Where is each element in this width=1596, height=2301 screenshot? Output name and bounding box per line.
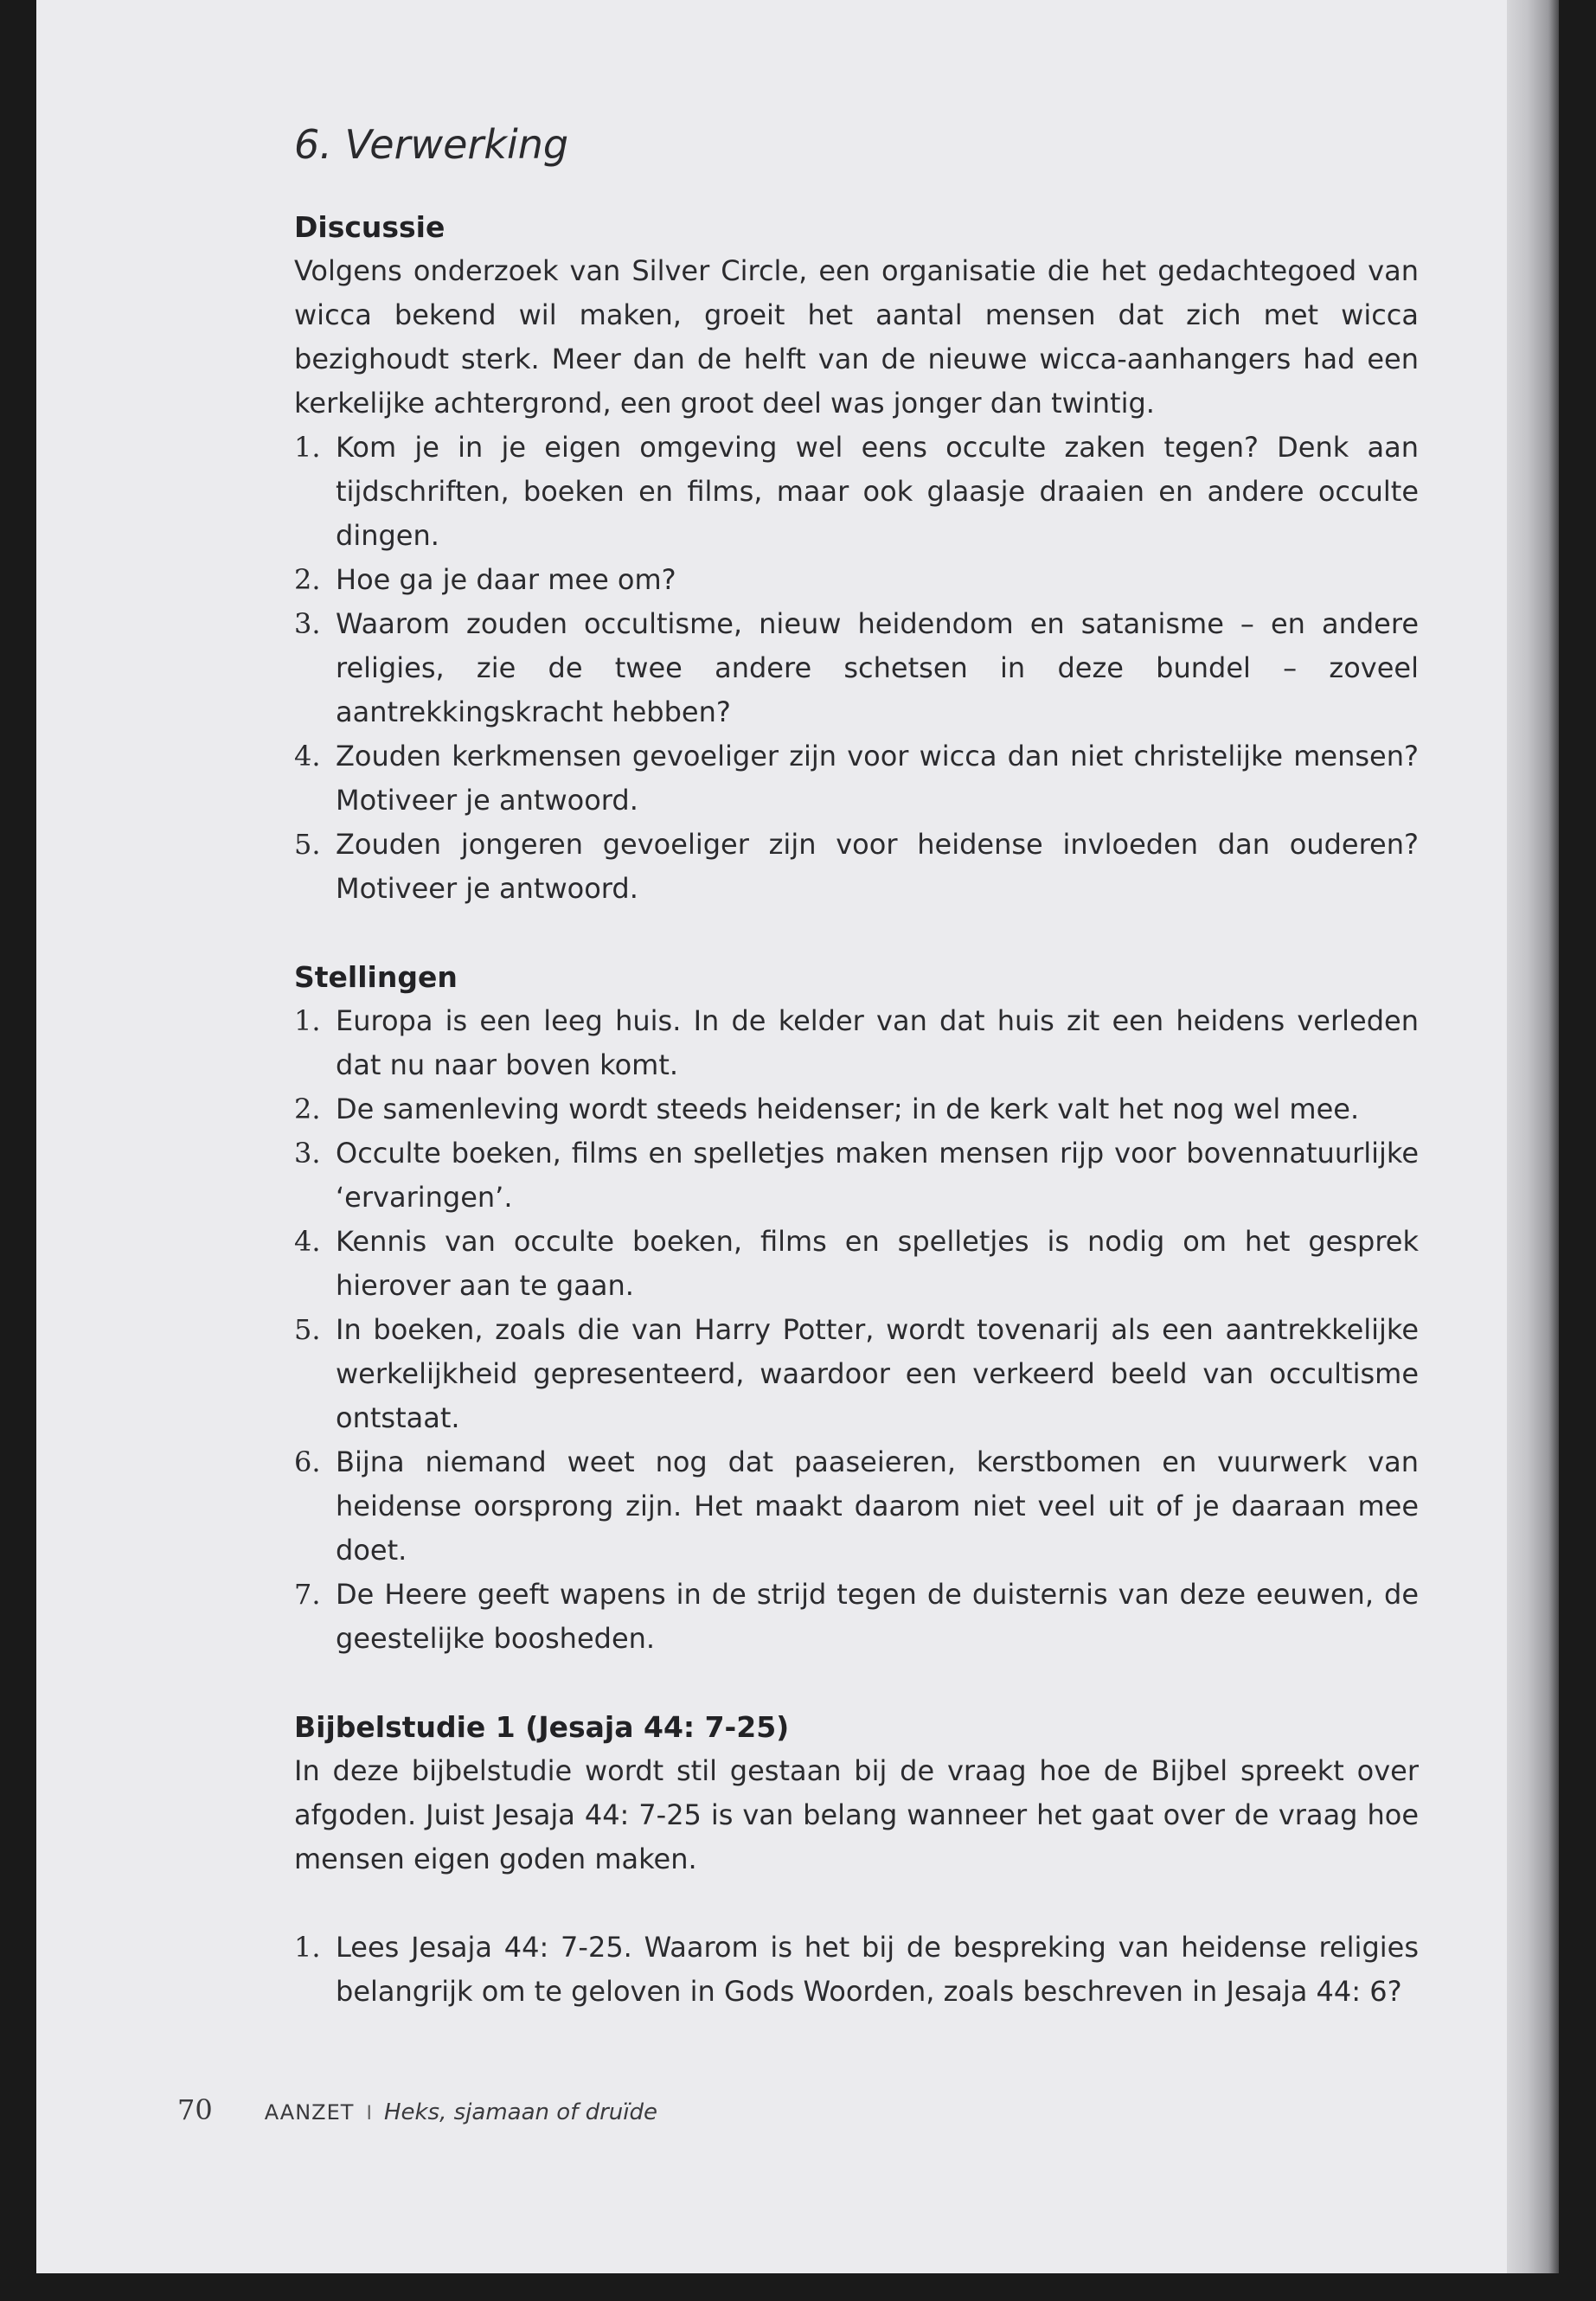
page-content (294, 121, 1419, 2014)
list-item-number: 2. (294, 1093, 321, 1126)
list-item (294, 734, 1419, 823)
footer-separator: I (366, 2103, 372, 2125)
section-spacer (294, 911, 1419, 955)
page-footer (177, 2093, 657, 2126)
list-item-text: Occulte boeken, films en spelletjes maken mensen rijp voor bovennatuurlijke ‘ervaringen’. (336, 1137, 1419, 1215)
section-heading-discussie: Discussie (294, 210, 445, 245)
list-item-text: De Heere geeft wapens in de strijd tegen de duisternis van deze eeuwen, de geestelijke boosheden. (336, 1578, 1419, 1656)
list-item (294, 426, 1419, 558)
list-item (294, 1087, 1419, 1131)
discussie-questions (294, 426, 1419, 911)
list-item-number: 2. (294, 563, 321, 597)
list-item-text: Kom je in je eigen omgeving wel eens occulte zaken tegen? Denk aan tijdschriften, boeken en films, maar ook glaasje draaien en andere occulte dingen. (336, 431, 1419, 553)
list-item-text: Europa is een leeg huis. In de kelder van dat huis zit een heidens verleden dat nu naar boven komt. (336, 1004, 1419, 1082)
chapter-title: 6. Verwerking (294, 121, 569, 168)
list-item (294, 1440, 1419, 1573)
list-item (294, 823, 1419, 911)
page-edge-shadow (1507, 0, 1559, 2273)
list-item-text: Zouden kerkmensen gevoeliger zijn voor wicca dan niet christelijke mensen? Motiveer je antwoord. (336, 740, 1419, 817)
list-item (294, 558, 1419, 602)
section-bijbelstudie (294, 1705, 1419, 2014)
list-item-number: 5. (294, 1313, 321, 1347)
list-item-text: Hoe ga je daar mee om? (336, 563, 676, 597)
list-item-number: 1. (294, 1931, 321, 1965)
list-item-number: 5. (294, 828, 321, 862)
bijbelstudie-intro: In deze bijbelstudie wordt stil gestaan bij de vraag hoe de Bijbel spreekt over afgoden. Juist Jesaja 44: 7-25 is van belang wanneer het gaat over de vraag hoe mensen eigen goden maken. (294, 1754, 1419, 1876)
list-item-text: De samenleving wordt steeds heidenser; in de kerk valt het nog wel mee. (336, 1093, 1360, 1126)
paragraph-spacer (294, 1881, 1419, 1926)
section-spacer (294, 1661, 1419, 1705)
section-discussie (294, 205, 1419, 911)
series-title: AANZET (264, 2100, 355, 2125)
section-heading-bijbelstudie: Bijbelstudie 1 (Jesaja 44: 7-25) (294, 1710, 790, 1745)
section-heading-stellingen: Stellingen (294, 960, 458, 995)
page-number: 70 (177, 2093, 213, 2126)
list-item-text: Kennis van occulte boeken, films en spelletjes is nodig om het gesprek hierover aan te gaan. (336, 1225, 1419, 1303)
list-item (294, 1926, 1419, 2014)
list-item-text: Waarom zouden occultisme, nieuw heidendom en satanisme – en andere religies, zie de twee andere schetsen in deze bundel – zoveel aantrekkingskracht hebben? (336, 607, 1419, 729)
list-item-text: Zouden jongeren gevoeliger zijn voor heidense invloeden dan ouderen? Motiveer je antwoord. (336, 828, 1419, 906)
stellingen-list (294, 999, 1419, 1661)
bijbelstudie-questions (294, 1926, 1419, 2014)
list-item-number: 6. (294, 1445, 321, 1479)
list-item (294, 1220, 1419, 1308)
list-item (294, 1131, 1419, 1220)
list-item-text: Lees Jesaja 44: 7-25. Waarom is het bij de bespreking van heidense religies belangrijk om te geloven in Gods Woorden, zoals beschreven in Jesaja 44: 6? (336, 1931, 1419, 2009)
list-item-number: 4. (294, 1225, 321, 1259)
section-stellingen (294, 955, 1419, 1661)
list-item (294, 1573, 1419, 1661)
list-item-number: 3. (294, 607, 321, 641)
list-item-number: 3. (294, 1137, 321, 1170)
discussie-intro: Volgens onderzoek van Silver Circle, een organisatie die het gedachtegoed van wicca bekend wil maken, groeit het aantal mensen dat zich met wicca bezighoudt sterk. Meer dan de helft van de nieuwe wicca-aanhangers had een kerkelijke achtergrond, een groot deel was jonger dan twintig. (294, 254, 1419, 420)
list-item-text: In boeken, zoals die van Harry Potter, wordt tovenarij als een aantrekkelijke werkelijkheid gepresenteerd, waardoor een verkeerd beeld van occultisme ontstaat. (336, 1313, 1419, 1435)
list-item (294, 999, 1419, 1087)
list-item-number: 4. (294, 740, 321, 773)
list-item (294, 1308, 1419, 1440)
book-subtitle: Heks, sjamaan of druïde (383, 2099, 657, 2125)
list-item (294, 602, 1419, 734)
list-item-number: 1. (294, 431, 321, 465)
list-item-text: Bijna niemand weet nog dat paaseieren, kerstbomen en vuurwerk van heidense oorsprong zijn. Het maakt daarom niet veel uit of je daaraan mee doet. (336, 1445, 1419, 1567)
list-item-number: 1. (294, 1004, 321, 1038)
list-item-number: 7. (294, 1578, 321, 1612)
